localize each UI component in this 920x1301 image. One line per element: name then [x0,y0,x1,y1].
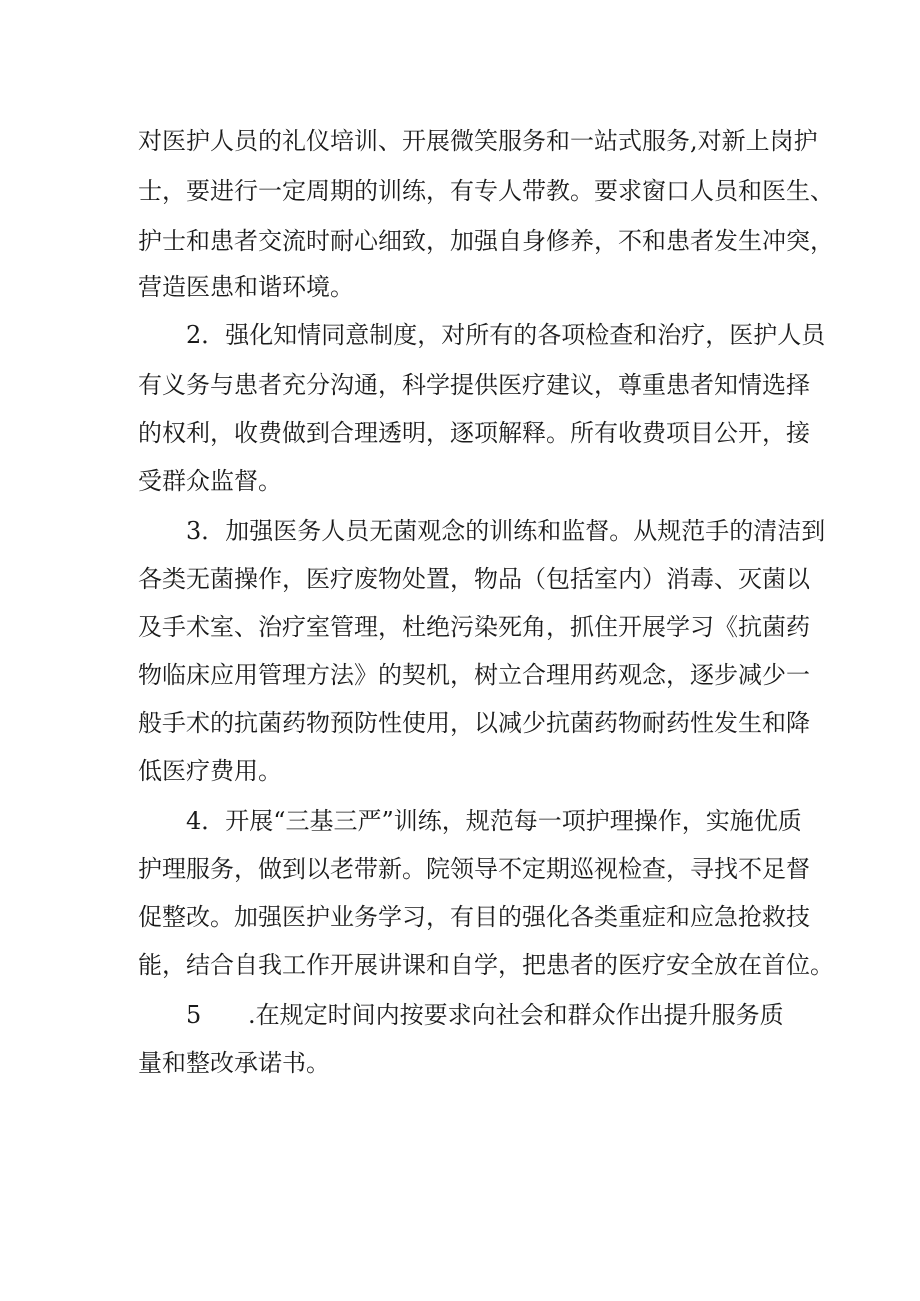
p1-line-4: 营造医患和谐环境。 [138,273,354,301]
p2-line-3: 的权利，收费做到合理透明，逐项解释。所有收费项目公开，接 [138,419,810,447]
p1-line-1: 对医护人员的礼仪培训、开展微笑服务和一站式服务,对新上岗护 [138,127,818,155]
p4-line-1: 4．开展“三基三严”训练，规范每一项护理操作，实施优质 [186,807,802,835]
p5-line-2: 量和整改承诺书。 [138,1049,330,1077]
p3-line-2: 各类无菌操作，医疗废物处置，物品（包括室内）消毒、灭菌以 [138,565,810,593]
p4-line-2: 护理服务，做到以老带新。院领导不定期巡视检查，寻找不足督 [138,855,810,883]
p3-line-1: 3．加强医务人员无菌观念的训练和监督。从规范手的清洁到 [186,517,826,545]
p5-line-1 [186,1000,784,1030]
p2-line-1: 2．强化知情同意制度，对所有的各项检查和治疗，医护人员 [186,321,826,349]
p1-line-2: 士，要进行一定周期的训练，有专人带教。要求窗口人员和医生、 [138,177,834,205]
p3-line-4: 物临床应用管理方法》的契机，树立合理用药观念，逐步减少一 [138,661,810,689]
p2-line-4: 受群众监督。 [138,467,282,495]
p5-line-1-text: .在规定时间内按要求向社会和群众作出提升服务质 [248,1001,784,1029]
p3-line-3: 及手术室、治疗室管理，杜绝污染死角，抓住开展学习《抗菌药 [138,613,810,641]
p2-line-2: 有义务与患者充分沟通，科学提供医疗建议，尊重患者知情选择 [138,371,810,399]
p5-number: 5 [186,1001,202,1029]
p4-line-3: 促整改。加强医护业务学习，有目的强化各类重症和应急抢救技 [138,903,810,931]
p4-line-4: 能，结合自我工作开展讲课和自学，把患者的医疗安全放在首位。 [138,951,834,979]
p3-line-5: 般手术的抗菌药物预防性使用，以减少抗菌药物耐药性发生和降 [138,709,810,737]
p3-line-6: 低医疗费用。 [138,757,282,785]
p1-line-3: 护士和患者交流时耐心细致，加强自身修养，不和患者发生冲突， [138,227,834,255]
